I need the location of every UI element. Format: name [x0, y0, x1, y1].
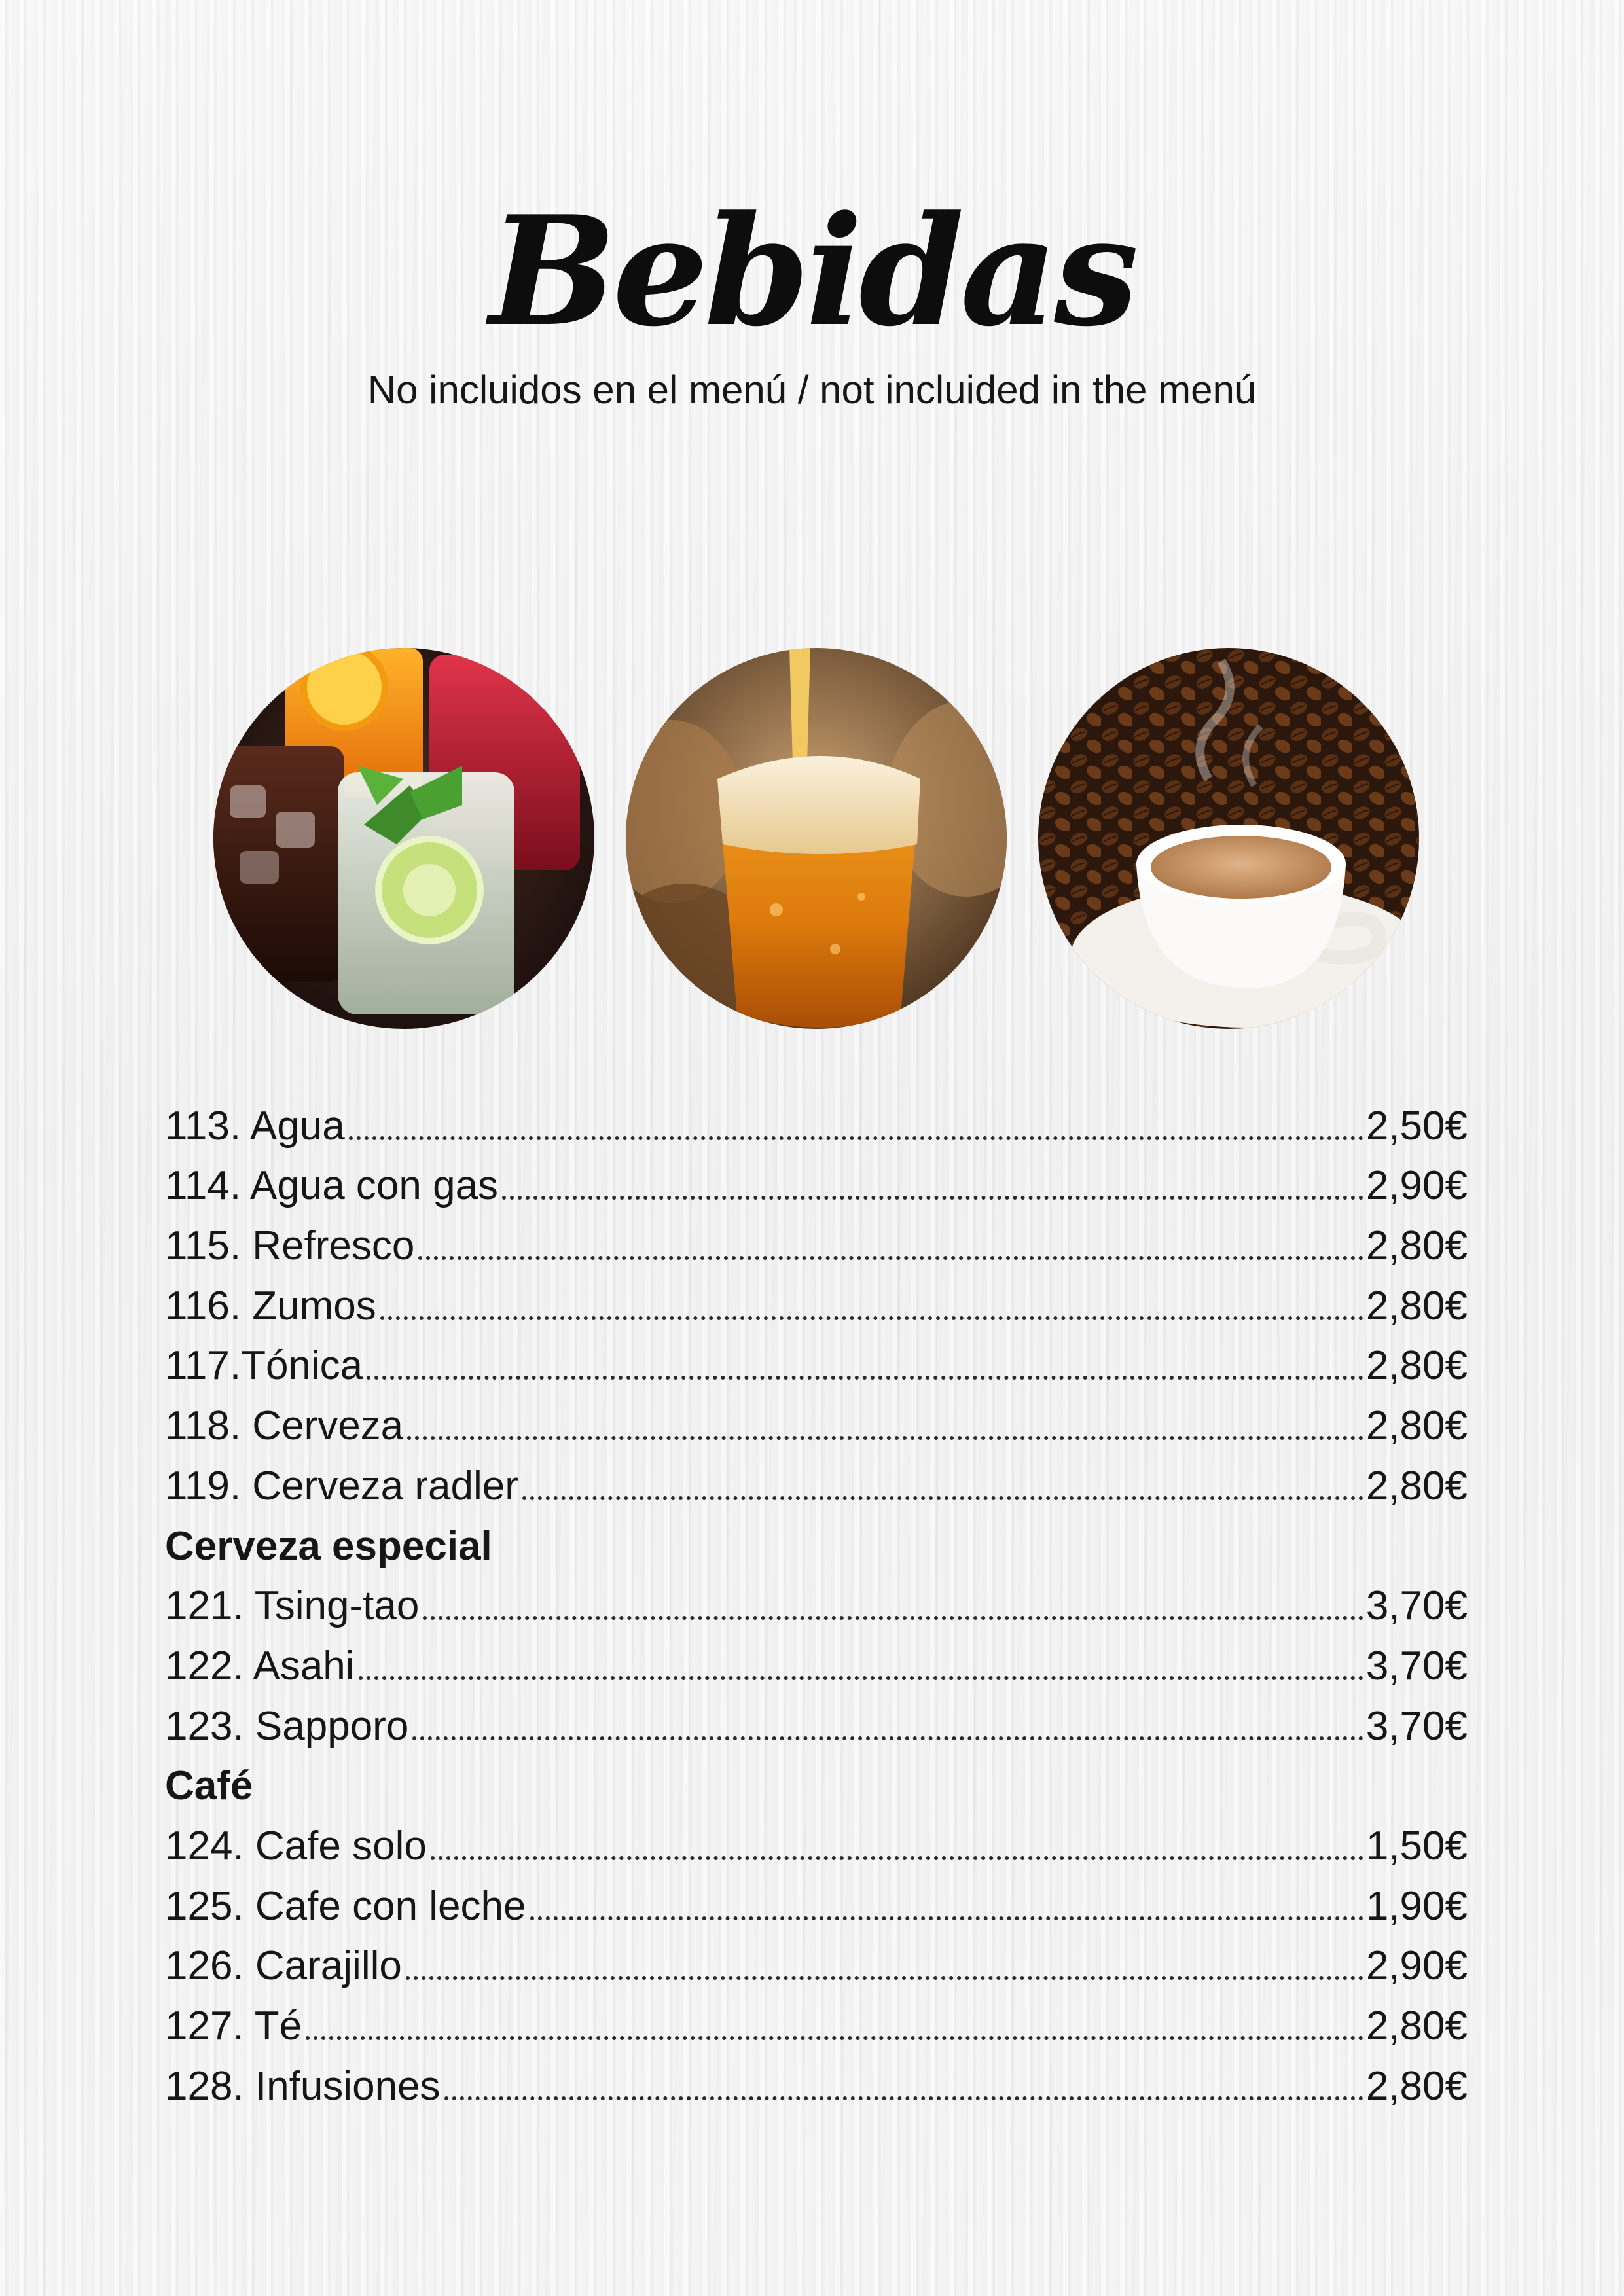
menu-item	[165, 2047, 1468, 2107]
menu-item-price: 2,80€	[1365, 1223, 1468, 1269]
menu-item-name: 125. Cafe con leche	[165, 1883, 526, 1929]
menu-item	[165, 1626, 1468, 1687]
dotted-leader	[306, 2036, 1363, 2040]
dotted-leader	[444, 2096, 1363, 2100]
menu-item-price: 3,70€	[1365, 1583, 1468, 1629]
drinks-menu-list	[165, 1086, 1468, 2107]
menu-item-price: 2,90€	[1365, 1943, 1468, 1989]
dotted-leader	[522, 1496, 1363, 1500]
menu-item-price: 3,70€	[1365, 1703, 1468, 1749]
dotted-leader	[407, 1436, 1363, 1440]
dotted-leader	[431, 1856, 1363, 1860]
menu-item-price: 2,80€	[1365, 2063, 1468, 2109]
menu-item	[165, 1086, 1468, 1147]
dotted-leader	[418, 1256, 1363, 1260]
menu-item	[165, 1266, 1468, 1327]
menu-item-price: 2,80€	[1365, 1463, 1468, 1509]
dotted-leader	[406, 1976, 1363, 1980]
dotted-leader	[530, 1916, 1363, 1920]
menu-item	[165, 1806, 1468, 1867]
menu-item	[165, 1567, 1468, 1627]
dotted-leader	[380, 1316, 1363, 1320]
dotted-leader	[423, 1616, 1363, 1620]
dotted-leader	[359, 1676, 1363, 1680]
menu-item	[165, 1147, 1468, 1207]
menu-item	[165, 1986, 1468, 2047]
menu-item-price: 1,90€	[1365, 1883, 1468, 1929]
menu-item-name: 115. Refresco	[165, 1223, 415, 1269]
menu-item-price: 2,80€	[1365, 1403, 1468, 1449]
menu-item	[165, 1327, 1468, 1387]
menu-item-price: 2,50€	[1365, 1103, 1468, 1149]
menu-item-price: 3,70€	[1365, 1643, 1468, 1689]
section-heading-label: Café	[165, 1763, 253, 1809]
menu-item-name: 116. Zumos	[165, 1283, 376, 1329]
section-heading	[165, 1507, 1468, 1567]
menu-item-name: 124. Cafe solo	[165, 1823, 427, 1869]
dotted-leader	[502, 1196, 1363, 1200]
dotted-leader	[349, 1136, 1363, 1140]
menu-item-name: 122. Asahi	[165, 1643, 355, 1689]
menu-item-name: 114. Agua con gas	[165, 1163, 499, 1209]
menu-item-name: 117.Tónica	[165, 1343, 363, 1389]
menu-item	[165, 1687, 1468, 1747]
menu-item-price: 2,90€	[1365, 1163, 1468, 1209]
menu-item	[165, 1927, 1468, 1987]
cocktail-glasses-photo	[213, 648, 594, 1029]
menu-item	[165, 1206, 1468, 1269]
menu-item-name: 119. Cerveza radler	[165, 1463, 518, 1509]
dotted-leader	[367, 1376, 1363, 1380]
dotted-leader	[412, 1736, 1363, 1740]
menu-item-name: 128. Infusiones	[165, 2063, 441, 2109]
coffee-cup-photo	[1038, 648, 1419, 1029]
menu-item-price: 2,80€	[1365, 1343, 1468, 1389]
menu-item	[165, 1867, 1468, 1927]
menu-item-name: 118. Cerveza	[165, 1403, 404, 1449]
menu-item-price: 1,50€	[1365, 1823, 1468, 1869]
page-subtitle: No incluidos en el menú / not incluided in the menú	[367, 368, 1257, 412]
menu-item-name: 121. Tsing-tao	[165, 1583, 420, 1629]
section-heading-label: Cerveza especial	[165, 1523, 492, 1569]
page-title: Bebidas	[489, 183, 1135, 360]
menu-item	[165, 1446, 1468, 1507]
menu-item-name: 113. Agua	[165, 1103, 345, 1149]
menu-item-price: 2,80€	[1365, 2003, 1468, 2049]
section-heading	[165, 1747, 1468, 1807]
menu-item-price: 2,80€	[1365, 1283, 1468, 1329]
menu-item	[165, 1386, 1468, 1449]
menu-item-name: 123. Sapporo	[165, 1703, 409, 1749]
beer-pour-photo	[626, 648, 1007, 1029]
menu-item-name: 127. Té	[165, 2003, 302, 2049]
menu-item-name: 126. Carajillo	[165, 1943, 402, 1989]
